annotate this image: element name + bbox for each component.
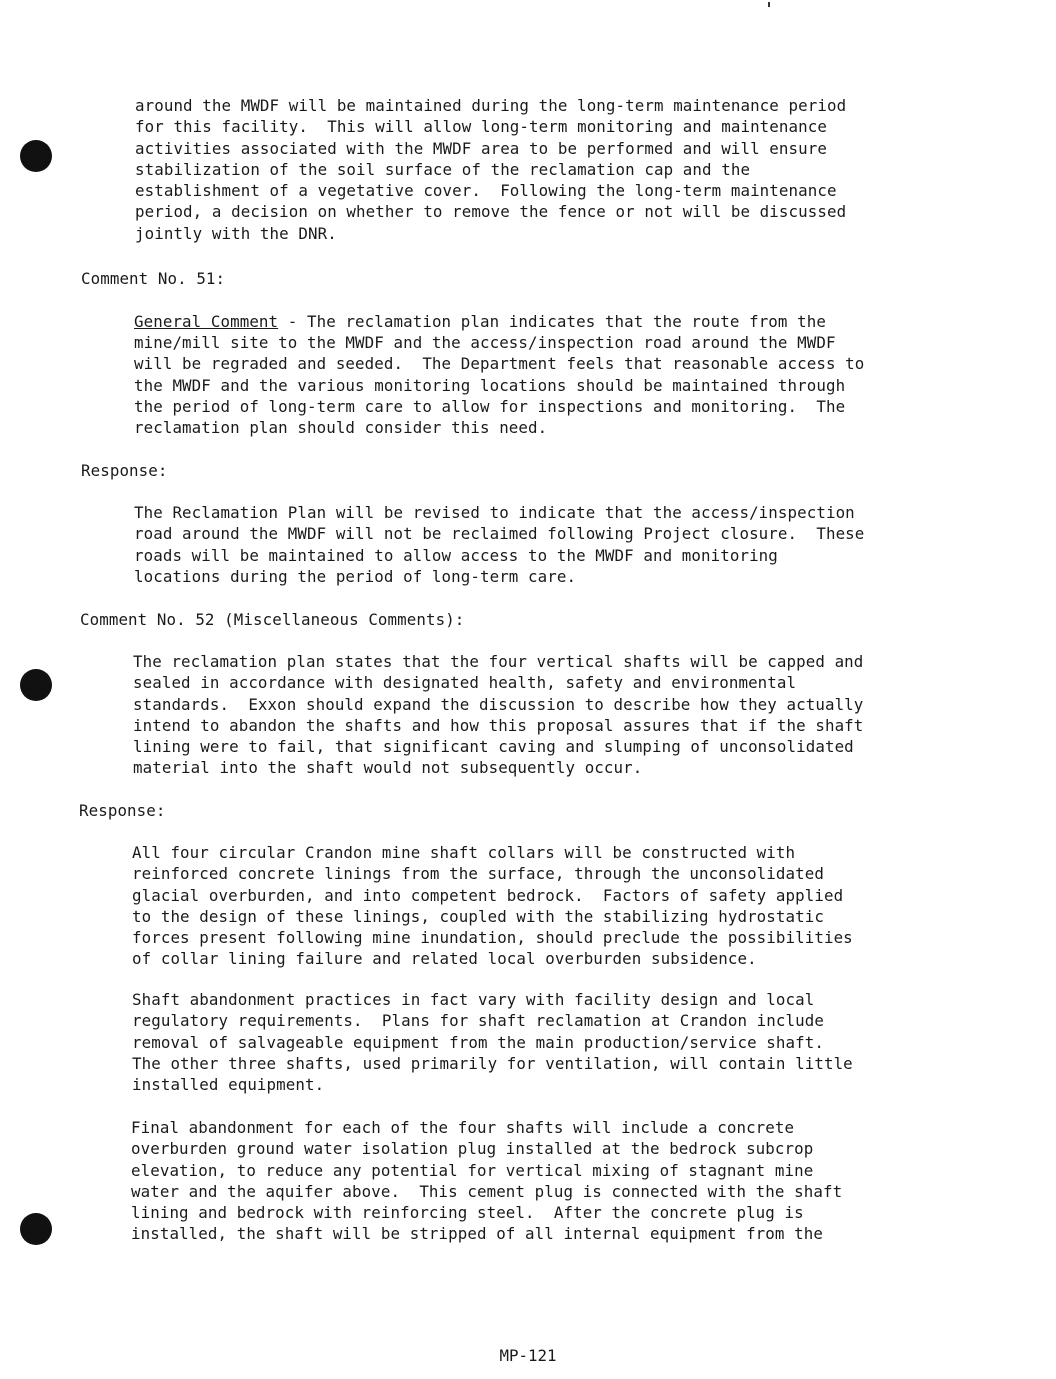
binding-hole-mark <box>20 669 52 701</box>
response-51-body: The Reclamation Plan will be revised to indicate that the access/inspection road around the MWDF will not be reclaimed following Project closure. These roads will be maintained to allow access to the MWDF and monitoring locations during the period of long-term care. <box>134 503 865 586</box>
comment-51-first-line <box>134 311 826 332</box>
comment-52-body: The reclamation plan states that the four vertical shafts will be capped and sealed in accordance with designated health, safety and environmental standards. Exxon should expand the discussion to describe how they actually intend to abandon the shafts and how this proposal assures that if the shaft lining were to fail, that significant caving and slumping of unconsolidated material into the shaft would not subsequently occur. <box>133 652 864 778</box>
response-52-paragraph-3: Final abandonment for each of the four shafts will include a concrete overburden ground water isolation plug installed at the bedrock subcrop elevation, to reduce any potential for vertical mixing of stagnant mine water and the aquifer above. This cement plug is connected with the shaft lining and bedrock with reinforcing steel. After the concrete plug is installed, the shaft will be stripped of all internal equipment from the <box>131 1118 843 1244</box>
scan-speck <box>768 2 770 7</box>
paragraph-mwdf-maintenance: around the MWDF will be maintained during the long-term maintenance period for this facility. This will allow long-term monitoring and maintenance activities associated with the MWDF area to be performed and will ensure stabilization of the soil surface of the reclamation cap and the establishment of a vegetative cover. Following the long-term maintenance period, a decision on whether to remove the fence or not will be discussed jointly with the DNR. <box>135 96 847 243</box>
response-51-heading: Response: <box>81 461 168 480</box>
comment-52-heading: Comment No. 52 (Miscellaneous Comments): <box>80 610 465 629</box>
comment-51-heading: Comment No. 51: <box>81 269 226 288</box>
response-52-paragraph-2: Shaft abandonment practices in fact vary with facility design and local regulatory requirements. Plans for shaft reclamation at Crandon include removal of salvageable equipment from the main production/service shaft. The other three shafts, used primarily for ventilation, will contain little installed equipment. <box>132 990 853 1095</box>
binding-hole-mark <box>20 1213 52 1245</box>
general-comment-label: General Comment <box>134 312 279 331</box>
page-number: MP-121 <box>499 1346 557 1365</box>
response-52-paragraph-1: All four circular Crandon mine shaft collars will be constructed with reinforced concrete linings from the surface, through the unconsolidated glacial overburden, and into competent bedrock. Factors of safety applied to the design of these linings, coupled with the stabilizing hydrostatic forces present following mine inundation, should preclude the possibilities of collar lining failure and related local overburden subsidence. <box>132 843 853 969</box>
comment-51-body: mine/mill site to the MWDF and the access/inspection road around the MWDF will be regraded and seeded. The Department feels that reasonable access to the MWDF and the various monitoring locations should be maintained through the period of long-term care to allow for inspections and monitoring. The reclamation plan should consider this need. <box>134 333 865 438</box>
response-52-heading: Response: <box>79 801 166 820</box>
binding-hole-mark <box>20 140 52 172</box>
comment-51-first-line-text: - The reclamation plan indicates that the route from the <box>278 312 826 331</box>
